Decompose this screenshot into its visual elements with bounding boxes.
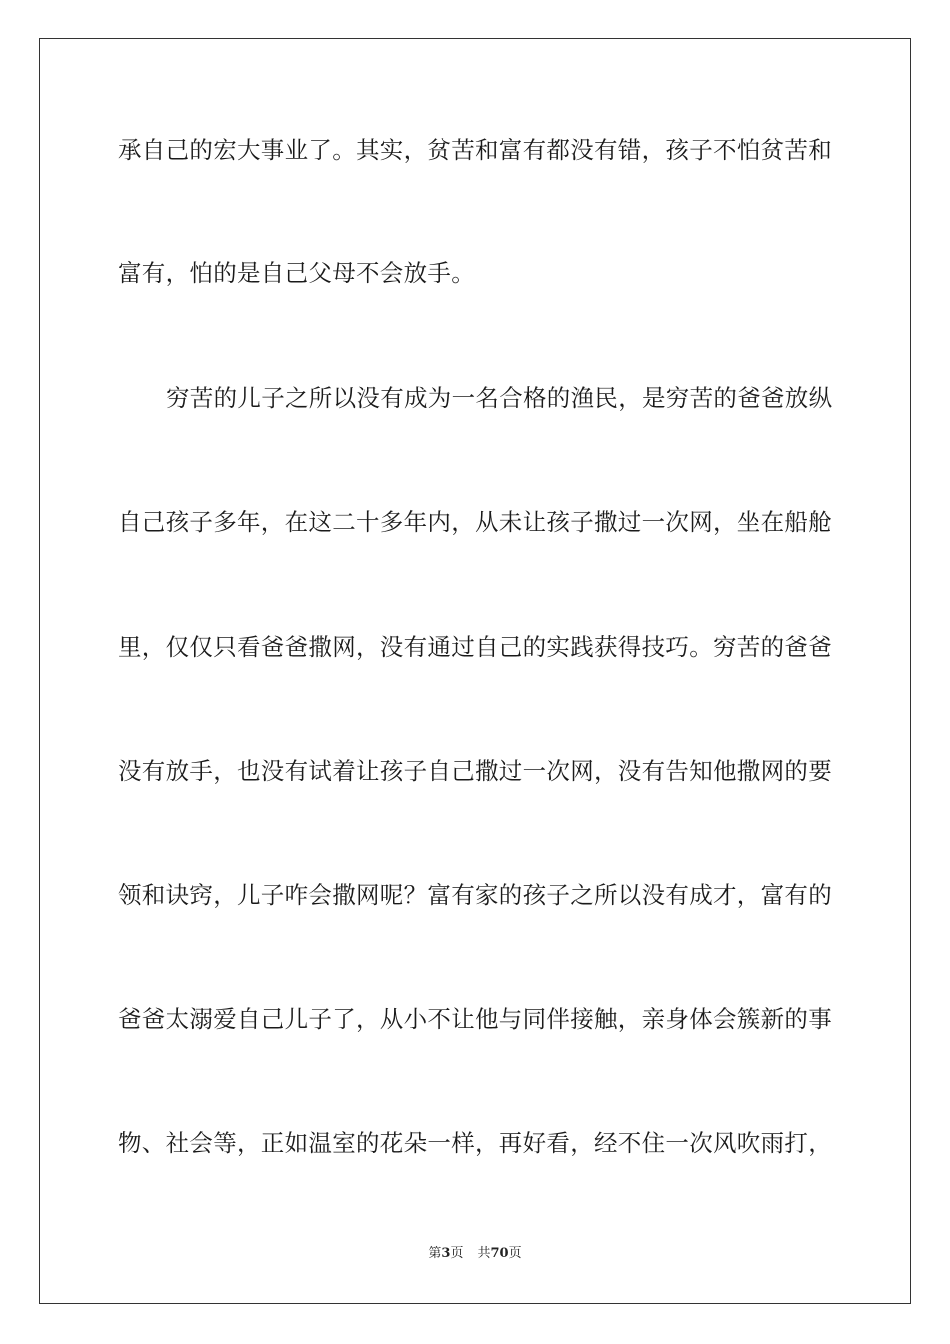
- page-footer: [0, 1245, 950, 1263]
- body-line-1: 承自己的宏大事业了。其实，贫苦和富有都没有错，孩子不怕贫苦和: [118, 136, 832, 164]
- page-border: [39, 38, 911, 1304]
- body-line-8: 爸爸太溺爱自己儿子了，从小不让他与同伴接触，亲身体会簇新的事: [118, 1005, 832, 1033]
- body-line-4: 自己孩子多年，在这二十多年内，从未让孩子撒过一次网，坐在船舱: [118, 508, 832, 536]
- body-line-7: 领和诀窍，儿子咋会撒网呢？富有家的孩子之所以没有成才，富有的: [118, 881, 832, 909]
- body-line-6: 没有放手，也没有试着让孩子自己撒过一次网，没有告知他撒网的要: [118, 757, 832, 785]
- total-pages-label: 共70页: [477, 1246, 522, 1261]
- body-line-5: 里，仅仅只看爸爸撒网，没有通过自己的实践获得技巧。穷苦的爸爸: [118, 633, 832, 661]
- body-line-9: 物、社会等，正如温室的花朵一样，再好看，经不住一次风吹雨打，: [118, 1129, 832, 1157]
- body-line-3: 穷苦的儿子之所以没有成为一名合格的渔民，是穷苦的爸爸放纵: [166, 384, 833, 412]
- page-number-label: 第3页: [428, 1246, 464, 1261]
- body-line-2: 富有，怕的是自己父母不会放手。: [118, 259, 475, 287]
